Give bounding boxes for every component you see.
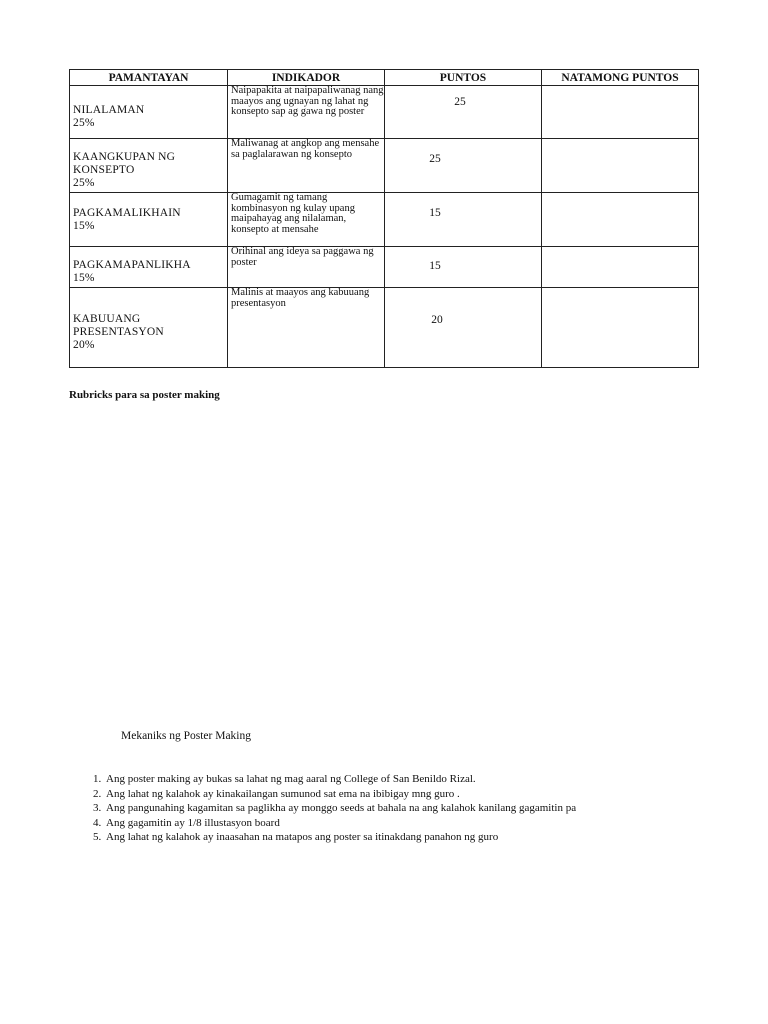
points-cell: 25 — [385, 86, 542, 139]
table-row — [70, 193, 699, 247]
points-cell: 15 — [385, 193, 542, 247]
header-pamantayan: PAMANTAYAN — [70, 70, 228, 86]
table-caption: Rubricks para sa poster making — [69, 389, 220, 401]
points-cell: 25 — [385, 139, 542, 193]
table-row — [70, 86, 699, 139]
table-row — [70, 247, 699, 288]
list-item: 2. Ang lahat ng kalahok ay kinakailangan sumunod sat ema na ibibigay mng guro . — [104, 787, 576, 802]
mechanics-title: Mekaniks ng Poster Making — [121, 730, 252, 742]
criteria-cell: KAANGKUPAN NG KONSEPTO 25% — [70, 139, 228, 193]
list-item: 3. Ang pangunahing kagamitan sa paglikha ay monggo seeds at bahala na ang kalahok kanilang gagamitin pa — [104, 801, 576, 816]
criteria-cell: PAGKAMALIKHAIN 15% — [70, 193, 228, 247]
indicator-cell: Gumagamit ng tamang kombinasyon ng kulay upang maipahayag ang nilalaman, konsepto at mensahe — [228, 193, 385, 247]
points-cell: 20 — [385, 288, 542, 368]
header-natamong-puntos: NATAMONG PUNTOS — [542, 70, 699, 86]
criteria-cell: NILALAMAN 25% — [70, 86, 228, 139]
header-puntos: PUNTOS — [385, 70, 542, 86]
table-row — [70, 139, 699, 193]
mechanics-list — [68, 772, 576, 845]
indicator-cell: Malinis at maayos ang kabuuang presentasyon — [228, 288, 385, 368]
list-item: 4. Ang gagamitin ay 1/8 illustasyon board — [104, 816, 576, 831]
table-row — [70, 288, 699, 368]
rubric-table — [69, 69, 699, 368]
earned-points-cell[interactable] — [542, 86, 699, 139]
indicator-cell: Orihinal ang ideya sa paggawa ng poster — [228, 247, 385, 288]
table-header-row — [70, 70, 699, 86]
points-cell: 15 — [385, 247, 542, 288]
criteria-cell: PAGKAMAPANLIKHA 15% — [70, 247, 228, 288]
criteria-cell: KABUUANG PRESENTASYON 20% — [70, 288, 228, 368]
list-item: 1. Ang poster making ay bukas sa lahat ng mag aaral ng College of San Benildo Rizal. — [104, 772, 576, 787]
earned-points-cell[interactable] — [542, 139, 699, 193]
earned-points-cell[interactable] — [542, 247, 699, 288]
list-item: 5. Ang lahat ng kalahok ay inaasahan na matapos ang poster sa itinakdang panahon ng guro — [104, 830, 576, 845]
header-indikador: INDIKADOR — [228, 70, 385, 86]
indicator-cell: Maliwanag at angkop ang mensahe sa paglalarawan ng konsepto — [228, 139, 385, 193]
earned-points-cell[interactable] — [542, 288, 699, 368]
earned-points-cell[interactable] — [542, 193, 699, 247]
indicator-cell: Naipapakita at naipapaliwanag nang maayos ang ugnayan ng lahat ng konsepto sap ag gawa ng poster — [228, 86, 385, 139]
